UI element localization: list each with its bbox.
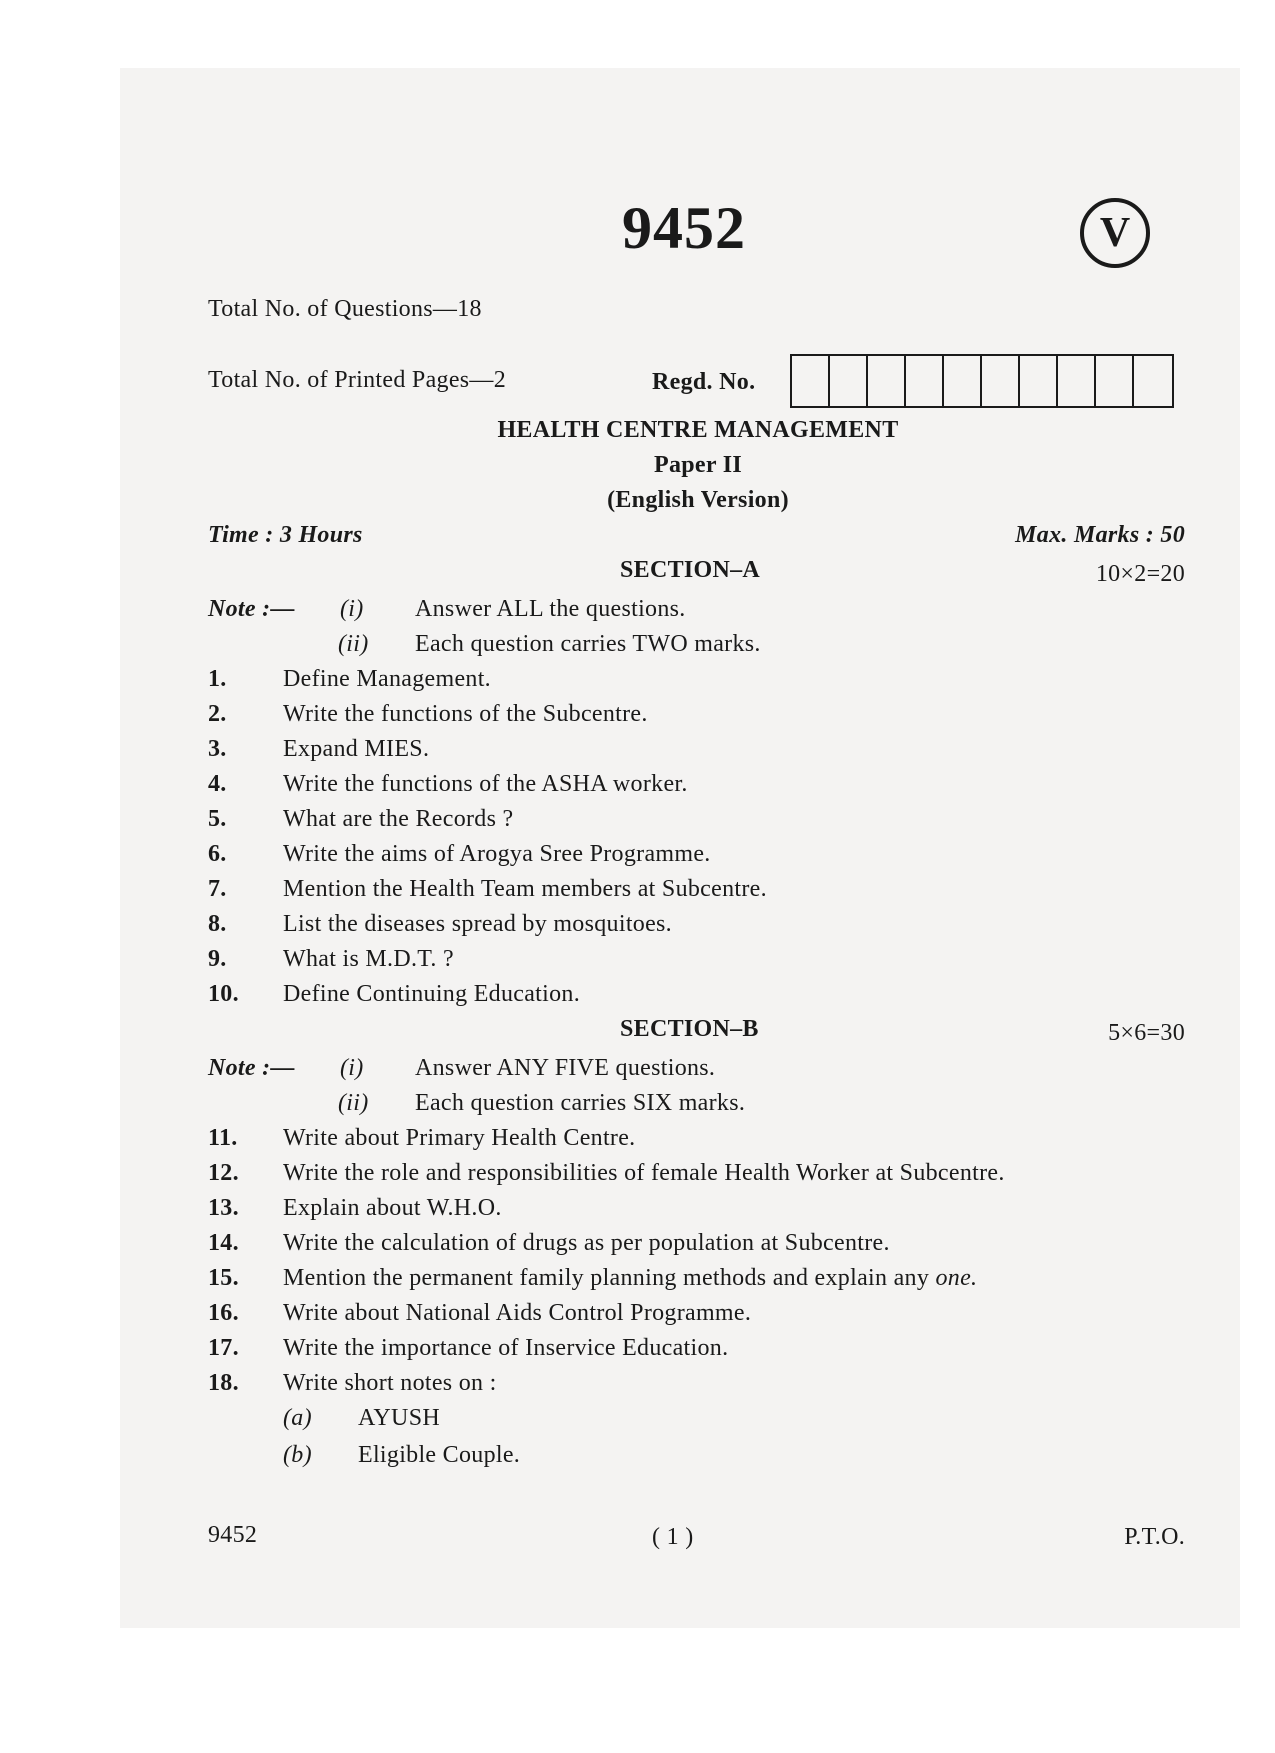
regd-number-boxes: [790, 354, 1174, 408]
regd-box: [1134, 356, 1172, 406]
sub-item-label: (b): [283, 1442, 312, 1468]
time-allowed: Time : 3 Hours: [208, 522, 363, 548]
section-b-title: SECTION–B: [620, 1016, 759, 1042]
note-num: (i): [340, 596, 364, 622]
question-text: Write the aims of Arogya Sree Programme.: [283, 841, 711, 867]
question-number: 10.: [208, 981, 239, 1007]
question-number: 1.: [208, 666, 227, 692]
question-text: Write the role and responsibilities of female Health Worker at Subcentre.: [283, 1160, 1005, 1186]
note-label: Note :—: [208, 596, 295, 622]
note-num: (i): [340, 1055, 364, 1081]
question-number: 12.: [208, 1160, 239, 1186]
question-text-emphasis: one.: [935, 1265, 978, 1291]
sub-item-text: Eligible Couple.: [358, 1442, 521, 1468]
footer-code: 9452: [208, 1522, 258, 1548]
question-text: Write about National Aids Control Programme.: [283, 1300, 752, 1326]
question-text: Mention the Health Team members at Subcentre.: [283, 876, 767, 902]
regd-box: [944, 356, 982, 406]
regd-box: [830, 356, 868, 406]
question-number: 3.: [208, 736, 227, 762]
question-text: Write short notes on :: [283, 1370, 497, 1396]
question-number: 8.: [208, 911, 227, 937]
note-text: Each question carries TWO marks.: [415, 631, 761, 657]
version-mark: V: [1099, 210, 1131, 256]
note-text: Answer ALL the questions.: [415, 596, 686, 622]
version-badge: [1080, 198, 1150, 268]
language-version: (English Version): [607, 487, 789, 513]
question-text: Write the functions of the Subcentre.: [283, 701, 648, 727]
question-number: 5.: [208, 806, 227, 832]
question-number: 14.: [208, 1230, 239, 1256]
section-b-marks: 5×6=30: [1108, 1020, 1185, 1046]
note-num: (ii): [338, 631, 369, 657]
question-number: 9.: [208, 946, 227, 972]
subject-title: HEALTH CENTRE MANAGEMENT: [497, 417, 899, 443]
question-text: Write about Primary Health Centre.: [283, 1125, 636, 1151]
paper-code: 9452: [622, 195, 746, 261]
regd-box: [1058, 356, 1096, 406]
question-number: 18.: [208, 1370, 239, 1396]
regd-box: [982, 356, 1020, 406]
note-label: Note :—: [208, 1055, 295, 1081]
question-number: 13.: [208, 1195, 239, 1221]
note-num: (ii): [338, 1090, 369, 1116]
regd-box: [792, 356, 830, 406]
question-text: Explain about W.H.O.: [283, 1195, 502, 1221]
question-text: What are the Records ?: [283, 806, 514, 832]
question-number: 15.: [208, 1265, 239, 1291]
max-marks: Max. Marks : 50: [1015, 522, 1185, 548]
regd-box: [906, 356, 944, 406]
question-number: 16.: [208, 1300, 239, 1326]
footer-pto: P.T.O.: [1124, 1524, 1185, 1550]
question-number: 2.: [208, 701, 227, 727]
question-text: Expand MIES.: [283, 736, 430, 762]
total-pages: Total No. of Printed Pages—2: [208, 367, 507, 393]
question-number: 6.: [208, 841, 227, 867]
question-text: Write the functions of the ASHA worker.: [283, 771, 688, 797]
question-text-main: Mention the permanent family planning methods and explain any: [283, 1265, 930, 1291]
question-number: 17.: [208, 1335, 239, 1361]
question-text: What is M.D.T. ?: [283, 946, 454, 972]
regd-box: [868, 356, 906, 406]
regd-box: [1020, 356, 1058, 406]
question-text: Define Continuing Education.: [283, 981, 581, 1007]
section-a-marks: 10×2=20: [1095, 561, 1185, 587]
total-questions: Total No. of Questions—18: [208, 296, 482, 322]
sub-item-label: (a): [283, 1405, 312, 1431]
footer-page-number: ( 1 ): [652, 1524, 694, 1550]
question-text: Write the calculation of drugs as per population at Subcentre.: [283, 1230, 890, 1256]
question-number: 7.: [208, 876, 227, 902]
question-text: List the diseases spread by mosquitoes.: [283, 911, 672, 937]
sub-item-text: AYUSH: [358, 1405, 440, 1431]
section-a-title: SECTION–A: [620, 557, 761, 583]
question-number: 4.: [208, 771, 227, 797]
note-text: Answer ANY FIVE questions.: [415, 1055, 716, 1081]
note-text: Each question carries SIX marks.: [415, 1090, 746, 1116]
paper-number: Paper II: [654, 452, 742, 478]
question-number: 11.: [208, 1125, 238, 1151]
question-text: Define Management.: [283, 666, 491, 692]
question-text: Write the importance of Inservice Education.: [283, 1335, 729, 1361]
regd-box: [1096, 356, 1134, 406]
regd-label: Regd. No.: [652, 369, 756, 395]
question-text: [283, 1265, 977, 1292]
